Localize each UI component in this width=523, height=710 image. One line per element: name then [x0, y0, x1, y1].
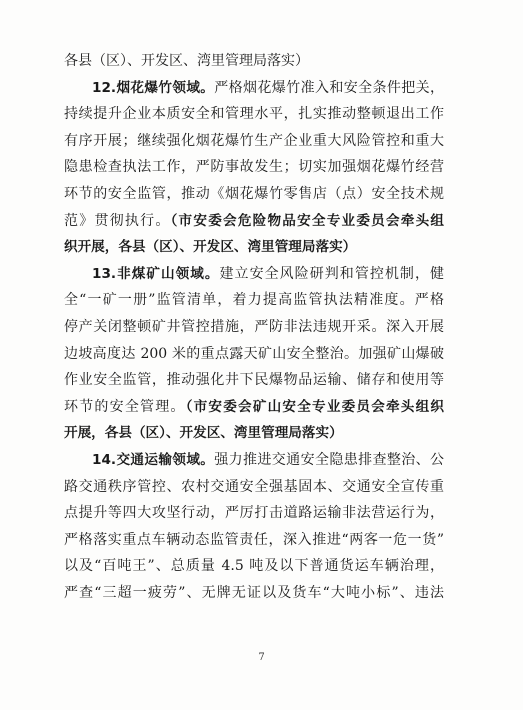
text-line [64, 128, 444, 155]
text-line [64, 447, 444, 474]
text-line [64, 208, 444, 235]
bold-text-run: （市安委会矿山安全专业委员会牵头组织 [185, 398, 445, 415]
text-line [64, 341, 444, 368]
text-line [64, 101, 444, 128]
bold-text-run: 14.交通运输领域。 [92, 451, 215, 468]
text-line [64, 181, 444, 208]
text-line [64, 48, 444, 75]
text-run: 严格烟花爆竹准入和安全条件把关， [214, 79, 444, 96]
text-run: 作业安全监管，推动强化井下民爆物品运输、储存和使用等 [64, 372, 444, 389]
text-line [64, 580, 444, 607]
text-run: 以及“百吨王”、总质量 4.5 吨及以下普通货运车辆治理， [64, 558, 444, 575]
text-line [64, 154, 444, 181]
text-line [64, 287, 444, 314]
document-body [64, 48, 444, 606]
text-line [64, 367, 444, 394]
text-run: 强力推进交通安全隐患排查整治、公 [214, 451, 444, 468]
page-number: 7 [258, 652, 265, 663]
text-run: 严查“三超一疲劳”、无牌无证以及货车“大吨小标”、违法 [64, 584, 444, 601]
bold-text-run: 开展，各县（区）、开发区、湾里管理局落实） [64, 425, 343, 442]
text-run: 有序开展；继续强化烟花爆竹生产企业重大风险管控和重大 [64, 132, 444, 149]
text-run: 路交通秩序管控、农村交通安全强基固本、交通安全宣传重 [64, 478, 444, 495]
text-run: 全“一矿一册”监管清单，着力提高监管执法精准度。严格 [64, 292, 444, 309]
text-run: 范》贯彻执行。 [64, 212, 171, 229]
text-line [64, 261, 444, 288]
text-run: 边坡高度达 200 米的重点露天矿山安全整治。加强矿山爆破 [64, 345, 444, 362]
text-line [64, 553, 444, 580]
text-run: 各县（区）、开发区、湾里管理局落实） [64, 53, 309, 69]
bold-text-run: （市安委会危险物品安全专业委员会牵头组 [170, 212, 444, 229]
text-line [64, 75, 444, 102]
text-line [64, 314, 444, 341]
text-line [64, 527, 444, 554]
text-line [64, 500, 444, 527]
text-line [64, 394, 444, 421]
bold-text-run: 13.非煤矿山领域。 [92, 265, 220, 282]
text-run: 隐患检查执法工作，严防事故发生；切实加强烟花爆竹经营 [64, 159, 444, 176]
text-line [64, 234, 444, 261]
text-run: 点提升等四大攻坚行动，严厉打击道路运输非法营运行为， [64, 505, 444, 522]
text-line [64, 474, 444, 501]
text-run: 持续提升企业本质安全和管理水平，扎实推动整顿退出工作 [64, 106, 444, 123]
text-run: 严格落实重点车辆动态监管责任，深入推进“两客一危一货” [64, 531, 444, 548]
text-run: 停产关闭整顿矿井管控措施，严防非法违规开采。深入开展 [64, 318, 444, 335]
text-line [64, 420, 444, 447]
text-run: 环节的安全监管，推动《烟花爆竹零售店（点）安全技术规 [64, 185, 444, 202]
text-run: 环节的安全管理。 [64, 398, 186, 415]
text-run: 建立安全风险研判和管控机制，健 [219, 265, 444, 282]
bold-text-run: 12.烟花爆竹领域。 [92, 79, 215, 96]
bold-text-run: 织开展，各县（区）、开发区、湾里管理局落实） [64, 239, 357, 256]
